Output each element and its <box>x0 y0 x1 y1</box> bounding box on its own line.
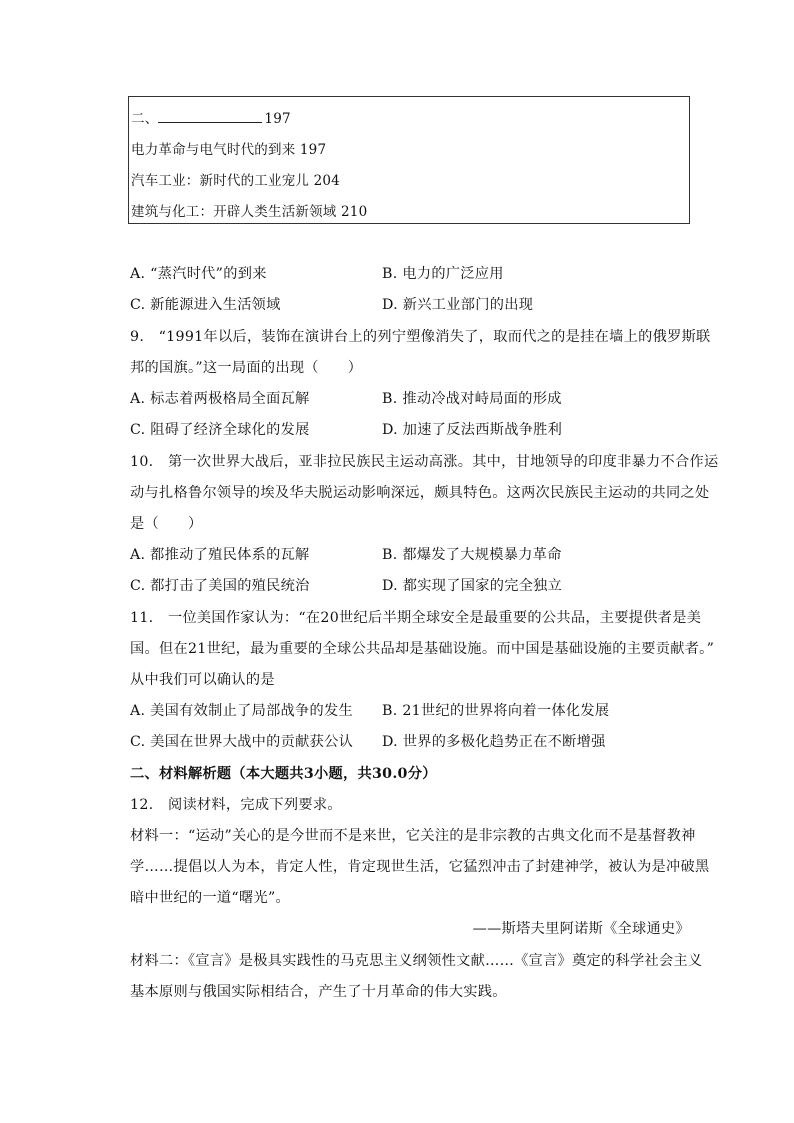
q12-stem: 12. 阅读材料，完成下列要求。 <box>130 797 342 813</box>
q9-option-b: B. 推动冷战对峙局面的形成 <box>382 391 562 407</box>
material-1-line-2: 学……提倡以人为本，肯定人性，肯定现世生活，它猛烈冲击了封建神学，被认为是冲破黑 <box>130 859 710 875</box>
fill-in-blank <box>158 110 262 123</box>
q9-stem-line-2: 邦的国旗。”这一局面的出现（ ） <box>130 360 363 376</box>
toc-box <box>128 96 690 224</box>
q9-stem-line-1: 9. “1991年以后，装饰在演讲台上的列宁塑像消失了，取而代之的是挂在墙上的俄罗斯联 <box>130 329 711 345</box>
q9-option-c: C. 阻碍了经济全球化的发展 <box>130 422 310 438</box>
toc-line-1 <box>131 107 291 127</box>
q9-option-a: A. 标志着两极格局全面瓦解 <box>130 391 310 407</box>
q11-option-b: B. 21世纪的世界将向着一体化发展 <box>382 703 610 719</box>
q9-option-d: D. 加速了反法西斯战争胜利 <box>382 422 563 438</box>
q8-option-d: D. 新兴工业部门的出现 <box>382 297 534 313</box>
q11-stem-line-2: 国。但在21世纪，最为重要的全球公共品却是基础设施。而中国是基础设施的主要贡献者。” <box>130 641 715 657</box>
material-1-source: ——斯塔夫里阿诺斯《全球通史》 <box>472 921 690 937</box>
q10-stem-line-2: 动与扎格鲁尔领导的埃及华夫脱运动影响深远，颇具特色。这两次民族民主运动的共同之处 <box>130 485 710 501</box>
toc-line-1-prefix: 二、 <box>131 111 159 127</box>
toc-line-4: 建筑与化工：开辟人类生活新领域 210 <box>131 204 368 220</box>
material-1-line-3: 暗中世纪的一道“曙光”。 <box>130 890 290 906</box>
material-1-line-1: 材料一：“运动”关心的是今世而不是来世，它关注的是非宗教的古典文化而不是基督教神 <box>130 828 696 844</box>
q8-option-c: C. 新能源进入生活领域 <box>130 297 281 313</box>
q10-option-b: B. 都爆发了大规模暴力革命 <box>382 547 562 563</box>
q10-stem-line-1: 10. 第一次世界大战后，亚非拉民族民主运动高涨。其中，甘地领导的印度非暴力不合作运 <box>130 454 719 470</box>
toc-line-3: 汽车工业：新时代的工业宠儿 204 <box>131 173 340 189</box>
q11-option-c: C. 美国在世界大战中的贡献获公认 <box>130 734 354 750</box>
q10-stem-line-3: 是（ ） <box>130 516 203 532</box>
toc-line-2: 电力革命与电气时代的到来 197 <box>131 142 327 158</box>
q11-option-a: A. 美国有效制止了局部战争的发生 <box>130 703 353 719</box>
q11-stem-line-1: 11. 一位美国作家认为：“在20世纪后半期全球安全是最重要的公共品，主要提供者是美 <box>130 610 702 626</box>
material-2-line-1: 材料二：《宣言》是极具实践性的马克思主义纲领性文献……《宣言》奠定的科学社会主义 <box>130 953 703 969</box>
q8-option-b: B. 电力的广泛应用 <box>382 266 504 282</box>
q10-option-d: D. 都实现了国家的完全独立 <box>382 578 563 594</box>
toc-line-1-page: 197 <box>264 111 291 127</box>
q10-option-a: A. 都推动了殖民体系的瓦解 <box>130 547 310 563</box>
q11-stem-line-3: 从中我们可以确认的是 <box>130 672 275 688</box>
q11-option-d: D. 世界的多极化趋势正在不断增强 <box>382 734 606 750</box>
q8-option-a: A. “蒸汽时代”的到来 <box>130 266 267 282</box>
section-heading: 二、材料解析题（本大题共3小题，共30.0分） <box>130 766 437 782</box>
q10-option-c: C. 都打击了美国的殖民统治 <box>130 578 310 594</box>
material-2-line-2: 基本原则与俄国实际相结合，产生了十月革命的伟大实践。 <box>130 984 507 1000</box>
